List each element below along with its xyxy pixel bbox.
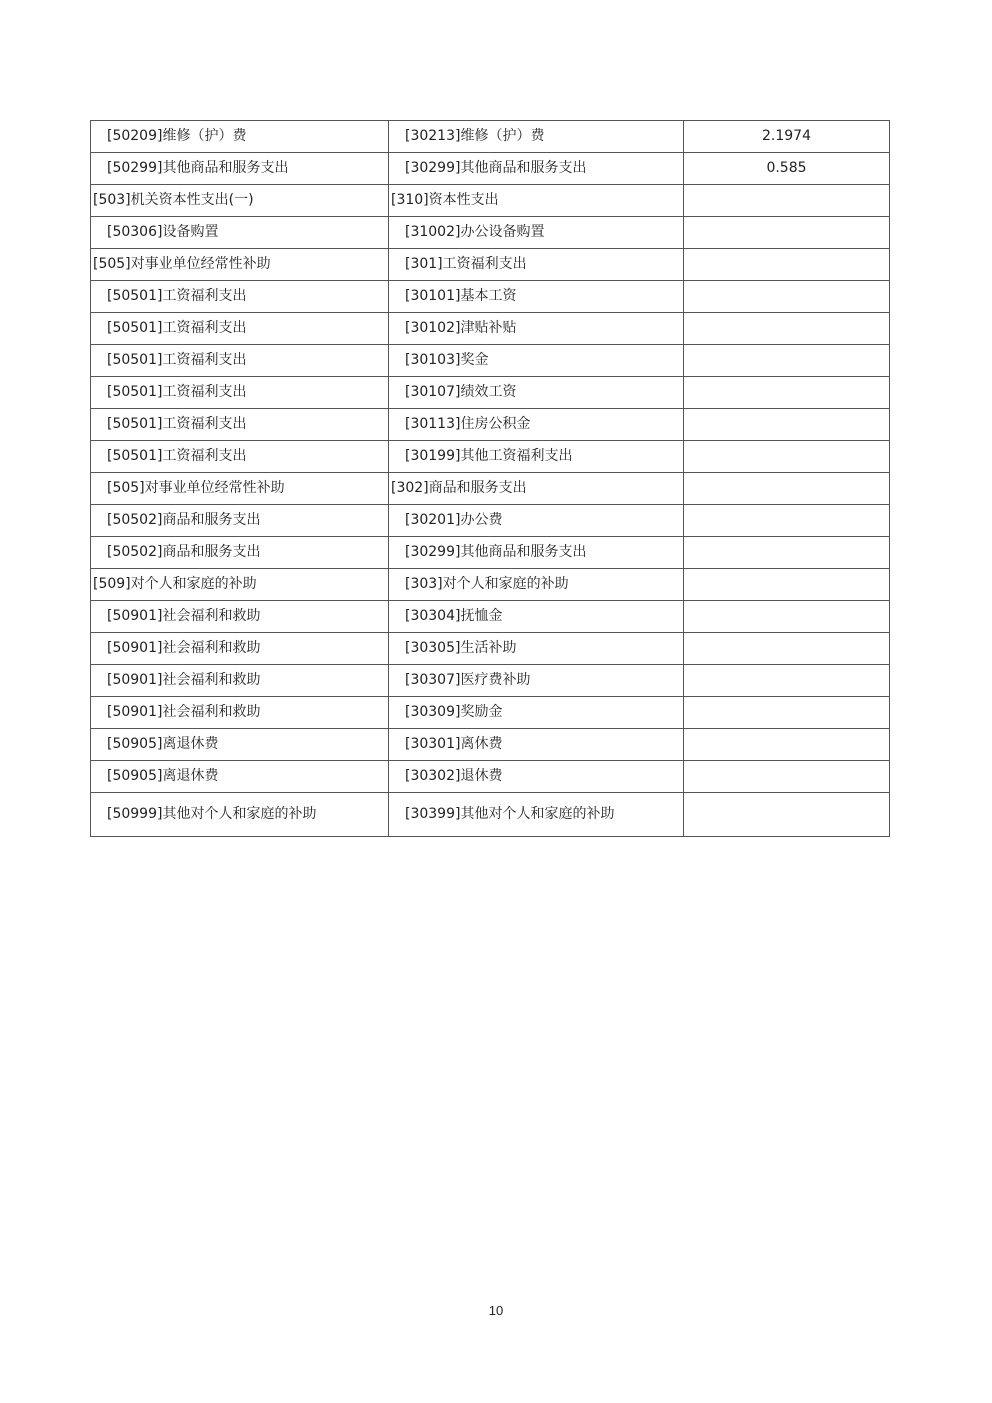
government-classification-cell: [30299]其他商品和服务支出 bbox=[389, 537, 684, 569]
amount-cell bbox=[684, 441, 890, 473]
amount-cell bbox=[684, 473, 890, 505]
table-row bbox=[91, 537, 890, 569]
budget-table bbox=[90, 120, 890, 837]
economic-classification-cell: [50501]工资福利支出 bbox=[91, 345, 389, 377]
table-row bbox=[91, 409, 890, 441]
table-row bbox=[91, 697, 890, 729]
amount-cell bbox=[684, 729, 890, 761]
government-classification-cell: [30213]维修（护）费 bbox=[389, 121, 684, 153]
amount-cell bbox=[684, 185, 890, 217]
table-row bbox=[91, 793, 890, 837]
table-row bbox=[91, 729, 890, 761]
economic-classification-cell: [509]对个人和家庭的补助 bbox=[91, 569, 389, 601]
economic-classification-cell: [50306]设备购置 bbox=[91, 217, 389, 249]
table-row bbox=[91, 185, 890, 217]
amount-cell bbox=[684, 249, 890, 281]
government-classification-cell: [31002]办公设备购置 bbox=[389, 217, 684, 249]
economic-classification-cell: [50901]社会福利和救助 bbox=[91, 665, 389, 697]
economic-classification-cell: [50502]商品和服务支出 bbox=[91, 537, 389, 569]
amount-cell bbox=[684, 761, 890, 793]
economic-classification-cell: [50901]社会福利和救助 bbox=[91, 697, 389, 729]
government-classification-cell: [30101]基本工资 bbox=[389, 281, 684, 313]
economic-classification-cell: [50901]社会福利和救助 bbox=[91, 633, 389, 665]
amount-cell bbox=[684, 569, 890, 601]
government-classification-cell: [302]商品和服务支出 bbox=[389, 473, 684, 505]
economic-classification-cell: [50501]工资福利支出 bbox=[91, 281, 389, 313]
economic-classification-cell: [503]机关资本性支出(一) bbox=[91, 185, 389, 217]
government-classification-cell: [30301]离休费 bbox=[389, 729, 684, 761]
amount-cell bbox=[684, 409, 890, 441]
table-row bbox=[91, 121, 890, 153]
economic-classification-cell: [505]对事业单位经常性补助 bbox=[91, 249, 389, 281]
amount-cell: 0.585 bbox=[684, 153, 890, 185]
amount-cell bbox=[684, 313, 890, 345]
economic-classification-cell: [50502]商品和服务支出 bbox=[91, 505, 389, 537]
government-classification-cell: [30103]奖金 bbox=[389, 345, 684, 377]
economic-classification-cell: [50501]工资福利支出 bbox=[91, 409, 389, 441]
economic-classification-cell: [50999]其他对个人和家庭的补助 bbox=[91, 793, 389, 837]
table-row bbox=[91, 281, 890, 313]
economic-classification-cell: [50905]离退休费 bbox=[91, 729, 389, 761]
government-classification-cell: [30302]退休费 bbox=[389, 761, 684, 793]
economic-classification-cell: [50501]工资福利支出 bbox=[91, 441, 389, 473]
amount-cell bbox=[684, 697, 890, 729]
government-classification-cell: [30199]其他工资福利支出 bbox=[389, 441, 684, 473]
government-classification-cell: [30309]奖励金 bbox=[389, 697, 684, 729]
government-classification-cell: [30305]生活补助 bbox=[389, 633, 684, 665]
amount-cell bbox=[684, 345, 890, 377]
government-classification-cell: [30107]绩效工资 bbox=[389, 377, 684, 409]
amount-cell bbox=[684, 505, 890, 537]
government-classification-cell: [30299]其他商品和服务支出 bbox=[389, 153, 684, 185]
table-row bbox=[91, 633, 890, 665]
economic-classification-cell: [50501]工资福利支出 bbox=[91, 313, 389, 345]
table-row bbox=[91, 313, 890, 345]
amount-cell: 2.1974 bbox=[684, 121, 890, 153]
table-row bbox=[91, 473, 890, 505]
amount-cell bbox=[684, 633, 890, 665]
economic-classification-cell: [50901]社会福利和救助 bbox=[91, 601, 389, 633]
government-classification-cell: [30399]其他对个人和家庭的补助 bbox=[389, 793, 684, 837]
amount-cell bbox=[684, 217, 890, 249]
government-classification-cell: [303]对个人和家庭的补助 bbox=[389, 569, 684, 601]
amount-cell bbox=[684, 665, 890, 697]
government-classification-cell: [30113]住房公积金 bbox=[389, 409, 684, 441]
table-row bbox=[91, 345, 890, 377]
government-classification-cell: [30304]抚恤金 bbox=[389, 601, 684, 633]
economic-classification-cell: [50299]其他商品和服务支出 bbox=[91, 153, 389, 185]
government-classification-cell: [301]工资福利支出 bbox=[389, 249, 684, 281]
economic-classification-cell: [50209]维修（护）费 bbox=[91, 121, 389, 153]
page-number: 10 bbox=[488, 1303, 504, 1318]
government-classification-cell: [310]资本性支出 bbox=[389, 185, 684, 217]
economic-classification-cell: [505]对事业单位经常性补助 bbox=[91, 473, 389, 505]
table-row bbox=[91, 217, 890, 249]
table-row bbox=[91, 249, 890, 281]
table-row bbox=[91, 569, 890, 601]
economic-classification-cell: [50905]离退休费 bbox=[91, 761, 389, 793]
amount-cell bbox=[684, 377, 890, 409]
table-row bbox=[91, 665, 890, 697]
table-row bbox=[91, 441, 890, 473]
amount-cell bbox=[684, 281, 890, 313]
table-row bbox=[91, 377, 890, 409]
amount-cell bbox=[684, 793, 890, 837]
government-classification-cell: [30201]办公费 bbox=[389, 505, 684, 537]
amount-cell bbox=[684, 601, 890, 633]
table-row bbox=[91, 601, 890, 633]
government-classification-cell: [30102]津贴补贴 bbox=[389, 313, 684, 345]
economic-classification-cell: [50501]工资福利支出 bbox=[91, 377, 389, 409]
table-row bbox=[91, 505, 890, 537]
government-classification-cell: [30307]医疗费补助 bbox=[389, 665, 684, 697]
table-row bbox=[91, 153, 890, 185]
amount-cell bbox=[684, 537, 890, 569]
table-row bbox=[91, 761, 890, 793]
